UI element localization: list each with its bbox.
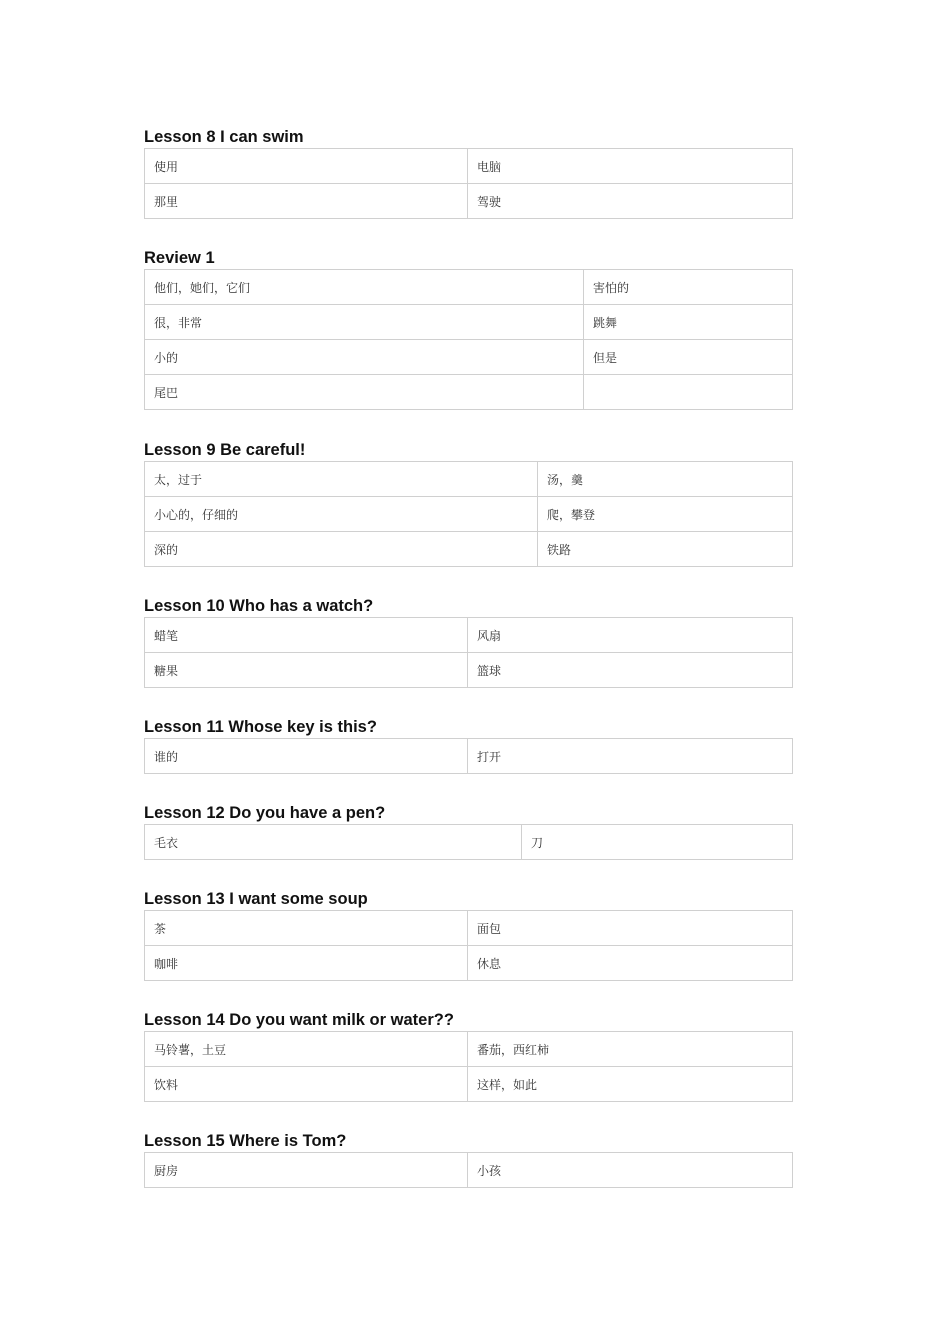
table-cell: 这样，如此 (468, 1067, 793, 1102)
vocab-table (144, 461, 793, 567)
section-title: Lesson 10 Who has a watch? (144, 597, 374, 615)
section-title: Lesson 13 I want some soup (144, 890, 368, 908)
table-row (145, 739, 793, 774)
vocab-table (144, 269, 793, 410)
table-cell: 很，非常 (145, 305, 584, 340)
section-lesson-13 (144, 888, 792, 981)
table-cell (584, 375, 793, 410)
table-cell: 电脑 (468, 149, 793, 184)
section-lesson-10 (144, 595, 792, 688)
table-row (145, 911, 793, 946)
table-cell: 太，过于 (145, 462, 538, 497)
table-cell: 但是 (584, 340, 793, 375)
table-row (145, 462, 793, 497)
table-cell: 刀 (522, 825, 793, 860)
table-cell: 汤，羹 (538, 462, 793, 497)
section-title: Lesson 9 Be careful! (144, 441, 306, 459)
section-lesson-8 (144, 126, 792, 219)
table-cell: 跳舞 (584, 305, 793, 340)
table-row (145, 653, 793, 688)
table-cell: 糖果 (145, 653, 468, 688)
table-cell: 毛衣 (145, 825, 522, 860)
table-cell: 厨房 (145, 1153, 468, 1188)
table-row (145, 497, 793, 532)
section-title: Lesson 14 Do you want milk or water?? (144, 1011, 454, 1029)
section-lesson-12 (144, 802, 792, 860)
section-title: Lesson 11 Whose key is this? (144, 718, 377, 736)
table-cell: 马铃薯，土豆 (145, 1032, 468, 1067)
table-row (145, 270, 793, 305)
table-cell: 小孩 (468, 1153, 793, 1188)
table-cell: 小心的，仔细的 (145, 497, 538, 532)
table-cell: 蜡笔 (145, 618, 468, 653)
table-row (145, 1067, 793, 1102)
section-title: Review 1 (144, 249, 215, 267)
vocab-table (144, 738, 793, 774)
vocab-table (144, 617, 793, 688)
table-cell: 谁的 (145, 739, 468, 774)
table-row (145, 375, 793, 410)
table-cell: 篮球 (468, 653, 793, 688)
table-cell: 茶 (145, 911, 468, 946)
table-row (145, 305, 793, 340)
table-cell: 番茄，西红柿 (468, 1032, 793, 1067)
table-cell: 深的 (145, 532, 538, 567)
section-lesson-14 (144, 1009, 792, 1102)
table-cell: 尾巴 (145, 375, 584, 410)
table-row (145, 149, 793, 184)
table-cell: 使用 (145, 149, 468, 184)
section-title: Lesson 12 Do you have a pen? (144, 804, 386, 822)
table-cell: 铁路 (538, 532, 793, 567)
vocab-table (144, 824, 793, 860)
table-row (145, 184, 793, 219)
table-cell: 爬，攀登 (538, 497, 793, 532)
vocab-table (144, 148, 793, 219)
table-row (145, 946, 793, 981)
table-cell: 休息 (468, 946, 793, 981)
table-row (145, 1153, 793, 1188)
section-title: Lesson 8 I can swim (144, 128, 304, 146)
table-cell: 他们，她们，它们 (145, 270, 584, 305)
table-row (145, 1032, 793, 1067)
table-cell: 风扇 (468, 618, 793, 653)
table-row (145, 532, 793, 567)
vocab-table (144, 1031, 793, 1102)
section-lesson-11 (144, 716, 792, 774)
table-cell: 害怕的 (584, 270, 793, 305)
section-lesson-15 (144, 1130, 792, 1188)
table-cell: 小的 (145, 340, 584, 375)
table-cell: 咖啡 (145, 946, 468, 981)
table-cell: 打开 (468, 739, 793, 774)
section-review-1 (144, 247, 792, 410)
table-cell: 面包 (468, 911, 793, 946)
table-row (145, 825, 793, 860)
section-title: Lesson 15 Where is Tom? (144, 1132, 347, 1150)
table-row (145, 618, 793, 653)
table-cell: 驾驶 (468, 184, 793, 219)
table-cell: 饮料 (145, 1067, 468, 1102)
table-row (145, 340, 793, 375)
vocab-table (144, 1152, 793, 1188)
section-lesson-9 (144, 439, 792, 567)
vocab-table (144, 910, 793, 981)
table-cell: 那里 (145, 184, 468, 219)
